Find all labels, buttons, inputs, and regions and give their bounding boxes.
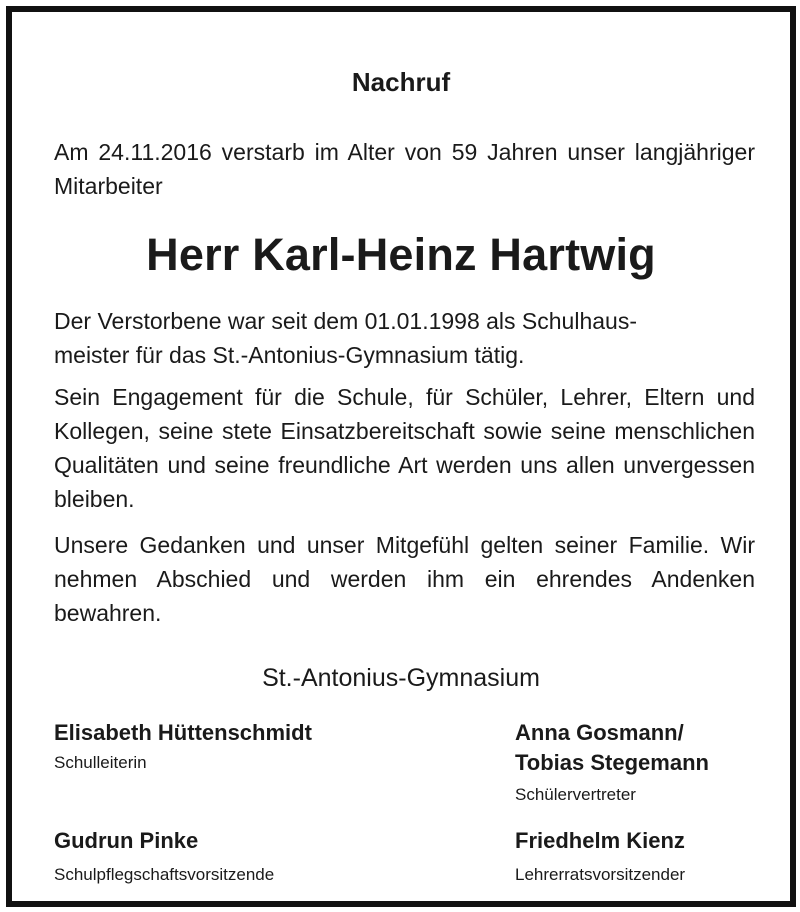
signatory-role: Lehrerratsvorsitzender xyxy=(515,865,686,884)
service-paragraph-line-2: meister für das St.-Antonius-Gymnasium tätig. xyxy=(54,342,525,368)
signatory-role: Schulleiterin xyxy=(54,753,147,772)
signatory-name: Friedhelm Kienz xyxy=(515,828,685,853)
signatory-principal xyxy=(54,718,312,776)
signatory-role: Schulpflegschaftsvorsitzende xyxy=(54,865,275,884)
service-paragraph xyxy=(54,304,755,372)
signatory-name: Elisabeth Hüttenschmidt xyxy=(54,720,312,745)
deceased-name: Herr Karl-Heinz Hartwig xyxy=(146,229,656,280)
signatory-teachers-council xyxy=(515,826,685,888)
intro-text: Am 24.11.2016 verstarb im Alter von 59 Jahren unser langjähriger Mitarbeiter xyxy=(54,139,755,199)
service-paragraph-line-1: Der Verstorbene war seit dem 01.01.1998 als Schulhaus- xyxy=(54,308,637,334)
signatory-name: Gudrun Pinke xyxy=(54,828,199,853)
signatory-name-line-1: Anna Gosmann/ xyxy=(515,720,684,745)
signatory-role: Schülervertreter xyxy=(515,785,636,804)
tribute-paragraph: Sein Engagement für die Schule, für Schüler, Lehrer, Eltern und Kollegen, seine stete Einsatzbereitschaft sowie seine menschlichen Qualitäten und seine freundliche Art werden uns allen unvergessen bleiben. xyxy=(54,384,755,512)
condolence-paragraph: Unsere Gedanken und unser Mitgefühl gelten seiner Familie. Wir nehmen Abschied und werden ihm ein ehrendes Andenken bewahren. xyxy=(54,532,755,626)
organization-name: St.-Antonius-Gymnasium xyxy=(262,664,540,692)
signatory-student-representatives xyxy=(515,718,709,808)
signatory-name-line-2: Tobias Stegemann xyxy=(515,750,709,775)
obituary-frame xyxy=(6,6,796,907)
signatory-parents-council xyxy=(54,826,274,888)
obituary-heading: Nachruf xyxy=(351,67,451,97)
